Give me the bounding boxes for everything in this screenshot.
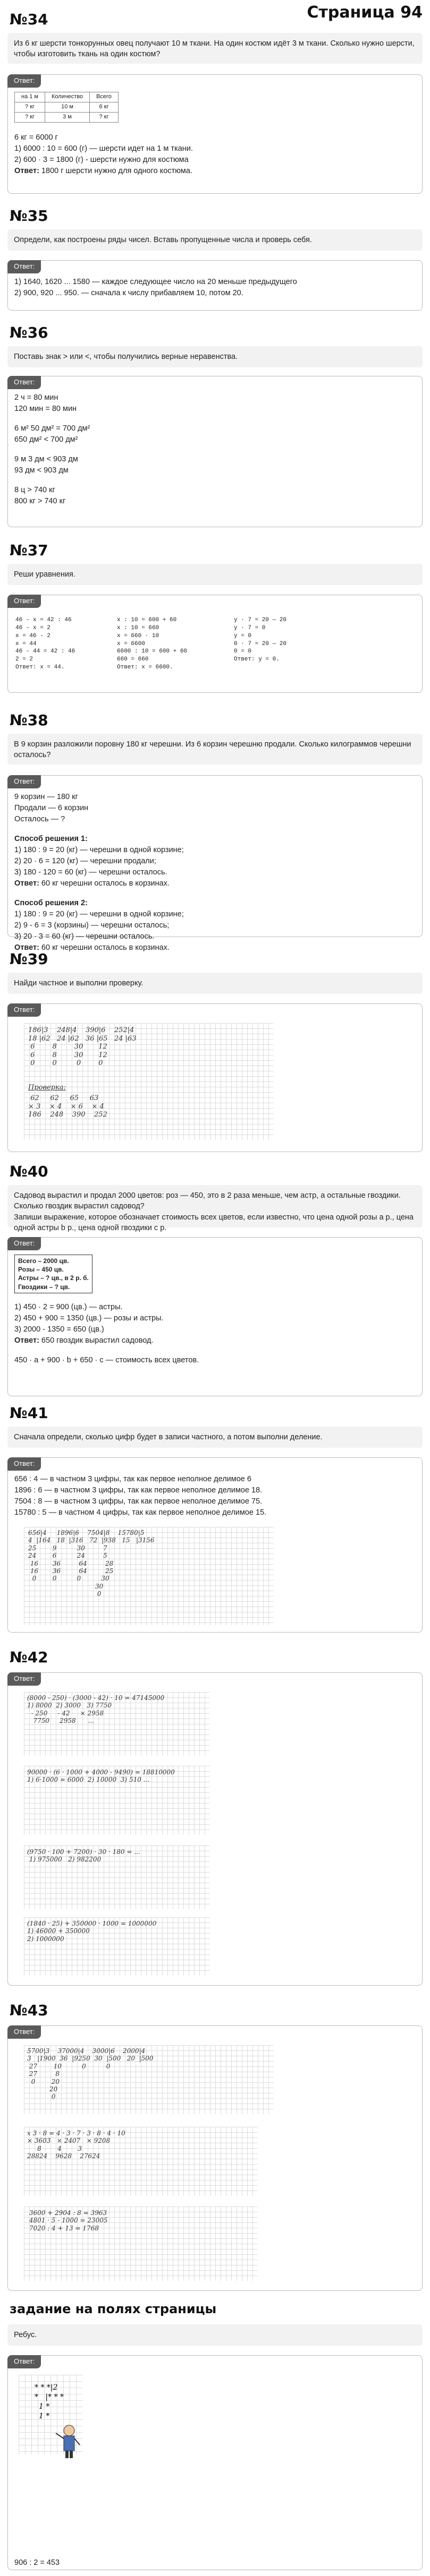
section-number: №34 [10, 11, 48, 28]
section-number: №35 [10, 207, 48, 225]
answer-badge: Ответ: [7, 1457, 41, 1471]
answer-badge: Ответ: [7, 2025, 41, 2039]
question-text: Садовод вырастил и продал 2000 цветов: роз — 450, это в 2 раза меньше, чем астр, а остальные гвоздики. Сколько гвоздик вырастил садовод? Запиши выражение, которое обозначает стоимость всех цветов, если известно, что цена одной розы а р., цена одной астры b р., цена одной гвоздики с р. [7, 1185, 423, 1227]
comparison-line: 800 кг > 740 кг [14, 497, 66, 506]
answer-badge: Ответ: [7, 260, 41, 273]
question-text: Из 6 кг шерсти тонкорунных овец получают 10 м ткани. На один костюм идёт 3 м ткани. Сколько нужно шерсти, чтобы изготовить ткань на один костюм? [7, 33, 423, 64]
answer-box [7, 260, 423, 311]
svg-text:1 *: 1 * [39, 2412, 50, 2420]
solution-line: 3) 20 · 3 = 60 (кг) — черешни осталось. [14, 932, 155, 941]
answer-box [7, 1003, 423, 1152]
data-table: на 1 м Количество Всего ? кг 10 м 6 кг ? кг 3 м ? кг [14, 92, 119, 123]
solution-line: 2) 600 · 3 = 1800 (г) - шерсти нужно для костюма [14, 155, 189, 164]
svg-text:* |* * *: * |* * * [35, 2393, 64, 2401]
section-number: №42 [10, 1648, 48, 1666]
section-number: №38 [10, 711, 48, 729]
answer-box [7, 1457, 423, 1633]
answer-badge: Ответ: [7, 2355, 41, 2368]
handwritten-calculation: x 3 · 8 = 4 · 3 · 7 · 3 · 8 · 4 · 10 × 3603 × 2407 × 9208 8 4 3 28824 9628 27624 [27, 2130, 125, 2160]
question-text: Поставь знак > или <, чтобы получились верные неравенства. [7, 346, 423, 367]
comparison-line: 93 дм < 903 дм [14, 466, 69, 475]
comparison-line: 6 м² 50 дм² = 700 дм² [14, 424, 90, 433]
condition-line: Осталось — ? [14, 815, 65, 824]
answer-line: Ответ: 1800 г шерсти нужно для одного костюма. [14, 166, 192, 175]
solution-line: 7504 : 8 — в частном 3 цифры, так как первое неполное делимое 75. [14, 1497, 263, 1506]
answer-box [7, 1672, 423, 1986]
answer-box [7, 1237, 423, 1396]
page-title: Страница 94 [307, 3, 423, 22]
answer-badge: Ответ: [7, 74, 41, 88]
section-number: №43 [10, 2002, 48, 2019]
condition-line: 9 корзин — 180 кг [14, 793, 78, 801]
solution-line: 1896 : 6 — в частном 3 цифры, так как первое неполное делимое 18. [14, 1486, 263, 1495]
comparison-line: 2 ч = 80 мин [14, 393, 58, 402]
solution-line: 1) 6000 : 10 = 600 (г) — шерсти идет на 1 м ткани. [14, 144, 193, 153]
answer-line: Ответ: 60 кг черешни осталось в корзинах. [14, 943, 170, 952]
condition-line: Продали — 6 корзин [14, 804, 89, 813]
solution-line: 15780 : 5 — в частном 4 цифры, так как первое неполное делимое 15. [14, 1508, 267, 1517]
answer-badge: Ответ: [7, 1003, 41, 1017]
equation-block-2: x : 10 = 600 + 60 x : 10 = 660 x = 660 · 10 x = 6600 6600 : 10 = 600 + 60 660 = 660 Ответ: x = 6600. [117, 617, 188, 671]
comparison-line: 650 дм² < 700 дм² [14, 435, 78, 444]
solution-line: 656 : 4 — в частном 3 цифры, так как первое неполное делимое 6 [14, 1475, 251, 1483]
answer-box [7, 595, 423, 693]
question-text: Сначала определи, сколько цифр будет в записи частного, а потом выполни деление. [7, 1427, 423, 1448]
question-text: Ребус. [7, 2324, 423, 2346]
comparison-line: 9 м 3 дм < 903 дм [14, 455, 78, 464]
answer-badge: Ответ: [7, 1672, 41, 1686]
question-text: Определи, как построены ряды чисел. Вставь пропущенные числа и проверь себя. [7, 229, 423, 251]
section-number: №40 [10, 1163, 48, 1180]
answer-box [7, 2025, 423, 2291]
method-title: Способ решения 1: [14, 835, 88, 844]
solution-line: 2) 450 + 900 = 1350 (цв.) — розы и астры. [14, 1313, 164, 1323]
comparison-line: 120 мин = 80 мин [14, 405, 77, 414]
handwritten-division: 5700|3 37000|4 3000|6 2000|4 3 |1900 36 |9250 30 |500 20 |500 27 10 0 0 27 8 0 20 20 0 [27, 2047, 154, 2101]
rebus-illustration [19, 2375, 88, 2460]
answer-box [7, 2355, 423, 2570]
margin-task-title: задание на полях страницы [10, 2302, 217, 2316]
answer-line: Ответ: 650 гвоздик вырастил садовод. [14, 1336, 154, 1345]
handwritten-check: 62 62 65 63 × 3 × 4 × 6 × 4 186 248 390 252 [28, 1094, 107, 1119]
handwritten-calculation: (1840 · 25) + 350000 · 1000 = 1000000 1) 46000 + 350000 2) 1000000 [27, 1920, 157, 1943]
solution-line: 2) 9 - 6 = 3 (корзины) — черешни осталось; [14, 921, 170, 930]
question-text: В 9 корзин разложили поровну 180 кг черешни. Из 6 корзин черешню продали. Сколько килограммов черешни осталось? [7, 734, 423, 765]
solution-line: 3) 2000 - 1350 = 650 (цв.) [14, 1325, 104, 1334]
answer-box [7, 376, 423, 527]
solution-line: 2) 20 · 6 = 120 (кг) — черешни продали; [14, 857, 156, 866]
question-text: Реши уравнения. [7, 564, 423, 585]
equation-block-3: y · 7 = 20 — 20 y · 7 = 0 y = 0 0 · 7 = 20 — 20 0 = 0 Ответ: y = 0. [234, 617, 287, 663]
answer-box [7, 775, 423, 952]
solution-line: 1) 450 · 2 = 900 (цв.) — астры. [14, 1302, 123, 1311]
rebus-answer: 906 : 2 = 453 [14, 2558, 60, 2567]
handwritten-division: 186|3 248|4 390|6 252|4 18 |62 24 |62 36 |65 24 |63 6 8 30 12 6 8 30 12 0 0 0 0 [28, 1026, 137, 1068]
handwritten-division: 656|4 1896|6 7504|8 15780|5 4 |164 18 |316 72 |938 15 |3156 25 9 30 7 24 6 24 5 16 36 64 28 16 36 64 25 0 0 0 30 30 0 [28, 1529, 155, 1598]
solution-line: 1) 1640, 1620 ... 1580 — каждое следующее число на 20 меньше предыдущего [14, 278, 297, 286]
solution-line: 1) 180 : 9 = 20 (кг) — черешни в одной корзине; [14, 846, 184, 855]
method-title: Способ решения 2: [14, 899, 88, 908]
svg-text:1 *: 1 * [39, 2402, 50, 2411]
handwritten-calculation: (9750 · 100 + 7200) · 30 · 180 = ... 1) 975000 2) 982200 [27, 1848, 140, 1864]
solution-line: 3) 180 - 120 = 60 (кг) — черешни осталось. [14, 868, 167, 877]
answer-badge: Ответ: [7, 376, 41, 389]
handwritten-calculation: (8000 - 250) · (3000 - 42) · 10 = 47145000 1) 8000 2) 3000 3) 7750 - 250 - 42 × 2958 7750 2958 ... [27, 1694, 165, 1725]
answer-badge: Ответ: [7, 775, 41, 788]
solution-line: 2) 900, 920 ... 950. — сначала к числу прибавляем 10, потом 20. [14, 289, 243, 298]
equation-block-1: 46 - x = 42 : 46 46 - x = 2 x = 46 - 2 x = 44 46 - 44 = 42 : 46 2 = 2 Ответ: x = 44. [15, 617, 75, 671]
section-number: №36 [10, 324, 48, 341]
answer-box [7, 74, 423, 194]
condition-box: Всего – 2000 цв. Розы – 450 цв. Астры – ? цв., в 2 р. б. Гвоздики – ? цв. [14, 1255, 92, 1293]
svg-text:* * *|2: * * *|2 [35, 2383, 58, 2392]
question-text: Найди частное и выполни проверку. [7, 973, 423, 994]
handwritten-calculation: 3600 + 2904 : 8 = 3963 4801 · 5 - 1000 = 23005 7020 : 4 + 13 = 1768 [29, 2209, 108, 2232]
answer-badge: Ответ: [7, 1237, 41, 1250]
answer-badge: Ответ: [7, 595, 41, 608]
section-number: №41 [10, 1404, 48, 1422]
section-number: №39 [10, 950, 48, 968]
solution-line: 1) 180 : 9 = 20 (кг) — черешни в одной корзине; [14, 910, 184, 919]
check-label: Проверка: [28, 1084, 66, 1092]
handwritten-calculation: 90000 · (6 · 1000 + 4000 - 9490) = 18810000 1) 6·1000 = 6000 2) 10000 3) 510 ... [27, 1768, 175, 1784]
solution-line: 6 кг = 6000 г [14, 133, 58, 142]
expression-line: 450 · а + 900 · b + 650 · с — стоимость всех цветов. [14, 1355, 199, 1364]
section-number: №37 [10, 542, 48, 559]
answer-line: Ответ: 60 кг черешни осталось в корзинах. [14, 879, 170, 888]
comparison-line: 8 ц > 740 кг [14, 486, 55, 495]
